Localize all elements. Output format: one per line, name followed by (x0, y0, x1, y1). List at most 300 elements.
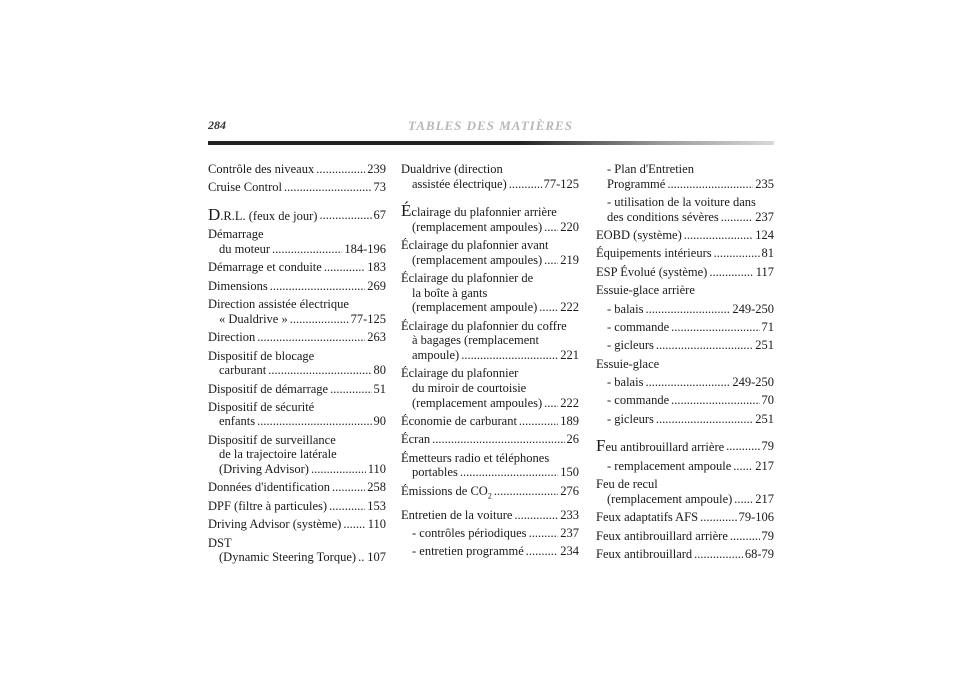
page-ref: 90 (373, 414, 386, 429)
entry-label: carburant (219, 363, 267, 378)
page-ref: 235 (755, 176, 774, 191)
leader-dots (311, 462, 366, 477)
entry-label: - commande (607, 393, 670, 408)
leader-dots (329, 499, 365, 514)
index-entry-line (208, 382, 386, 397)
leader-dots (730, 529, 760, 544)
entry-text (401, 484, 492, 504)
page-ref: 239 (367, 162, 386, 176)
entry-text (208, 162, 314, 177)
entry-label: - commande (607, 319, 670, 334)
entry-label: (remplacement ampoules) (412, 252, 543, 267)
page-ref: 73 (373, 180, 386, 195)
entry-text (596, 246, 712, 261)
page-ref: 110 (367, 462, 386, 477)
index-entry-line (596, 283, 774, 298)
leader-dots (514, 508, 558, 523)
leader-dots (257, 414, 371, 429)
entry-text (412, 253, 542, 268)
page-ref: 222 (560, 395, 579, 410)
leader-dots (461, 348, 558, 363)
page-ref: 249-250 (732, 375, 774, 390)
page-ref: 249-250 (732, 301, 774, 316)
section-letter: F (596, 436, 606, 456)
entry-label: Direction (208, 330, 256, 345)
index-entry (401, 432, 579, 447)
index-entry (596, 375, 774, 390)
entry-text (607, 177, 665, 192)
page-ref: 220 (560, 219, 579, 234)
index-column-3 (596, 162, 774, 565)
entry-text (208, 517, 341, 532)
entry-text (596, 228, 682, 243)
page-ref: 79 (761, 528, 774, 543)
index-entry (596, 195, 774, 224)
index-entry-line (401, 348, 579, 363)
leader-dots (671, 320, 759, 335)
leader-dots (509, 177, 542, 192)
leader-dots (358, 550, 365, 565)
index-entry-line (401, 286, 579, 301)
index-entry (208, 536, 386, 565)
entry-text (607, 162, 694, 177)
page-header (208, 118, 774, 140)
leader-dots (316, 162, 365, 177)
index-entry-line (401, 508, 579, 523)
entry-text (208, 349, 314, 364)
page-ref: 67 (373, 207, 386, 222)
entry-text (401, 238, 549, 253)
entry-label: (remplacement ampoules) (412, 219, 543, 234)
entry-label: Écran (401, 432, 431, 447)
index-entry-line (208, 480, 386, 495)
entry-label: - utilisation de la voiture dans (607, 194, 756, 209)
leader-dots (544, 220, 558, 235)
section-title: TABLES DES MATIÈRES (408, 118, 573, 133)
index-entry-line (596, 228, 774, 243)
index-entry (401, 414, 579, 429)
index-entry (208, 433, 386, 477)
entry-text (208, 204, 318, 224)
entry-label: eu antibrouillard arrière (605, 440, 725, 455)
leader-dots (332, 480, 365, 495)
index-entry-line (401, 220, 579, 235)
index-entry-line (208, 499, 386, 514)
page-ref: 237 (560, 525, 579, 540)
index-entry (401, 201, 579, 234)
index-entry (401, 366, 579, 410)
page-ref: 117 (755, 264, 774, 279)
index-entry-line (401, 465, 579, 480)
entry-label: Éclairage du plafonnier (401, 366, 519, 381)
leader-dots (272, 242, 342, 257)
index-entry-line (401, 238, 579, 253)
index-entry (208, 260, 386, 275)
leader-dots (645, 375, 730, 390)
entry-label: Entretien de la voiture (401, 507, 513, 522)
index-entry-line (208, 227, 386, 242)
index-entry-line (208, 180, 386, 195)
entry-label: Économie de carburant (401, 413, 517, 428)
page-ref: 237 (755, 209, 774, 224)
index-entry (208, 162, 386, 177)
entry-label: Éclairage du plafonnier du coffre (401, 318, 567, 333)
entry-label: à bagages (remplacement (412, 333, 540, 348)
entry-text (401, 201, 557, 221)
index-entry-line (401, 381, 579, 396)
index-entry-line (596, 510, 774, 525)
leader-dots (714, 246, 760, 261)
entry-label: la boîte à gants (412, 285, 488, 300)
entry-label: clairage du plafonnier arrière (411, 205, 557, 220)
index-entry-line (596, 177, 774, 192)
index-entry (596, 265, 774, 280)
leader-dots (330, 382, 371, 397)
page-ref: 217 (755, 458, 774, 473)
entry-label: Équipements intérieurs (596, 246, 712, 261)
leader-dots (319, 208, 371, 224)
index-entry-line (401, 396, 579, 411)
page-ref: 80 (373, 363, 386, 378)
entry-text (219, 462, 309, 477)
entry-label: Émissions de CO (401, 483, 488, 498)
entry-label: Dispositif de démarrage (208, 381, 329, 396)
entry-text (607, 210, 719, 225)
entry-text (219, 550, 356, 565)
index-entry-line (401, 201, 579, 221)
page-ref: 217 (755, 491, 774, 506)
entry-text (208, 330, 255, 345)
page-ref: 68-79 (744, 547, 774, 562)
entry-text (607, 302, 643, 317)
entry-text (596, 265, 707, 280)
index-entry (208, 227, 386, 256)
index-entry-line (596, 338, 774, 353)
index-entry-line (208, 242, 386, 257)
page-ref: 110 (367, 517, 386, 532)
page-ref: 183 (367, 260, 386, 275)
leader-dots (726, 439, 759, 455)
entry-text (208, 279, 268, 294)
index-entry-line (208, 536, 386, 551)
entry-label: - contrôles périodiques (412, 525, 527, 540)
page-ref: 184-196 (344, 241, 386, 256)
entry-text (208, 180, 282, 195)
index-entry-line (208, 414, 386, 429)
index-entry (596, 338, 774, 353)
entry-text (219, 414, 255, 429)
index-entry (596, 529, 774, 544)
entry-label: EOBD (système) (596, 227, 682, 242)
entry-text (607, 320, 669, 335)
entry-text (401, 366, 518, 381)
page-ref: 221 (560, 347, 579, 362)
index-entry-line (596, 436, 774, 456)
entry-label: - balais (607, 301, 644, 316)
index-entry-line (401, 271, 579, 286)
page-ref: 269 (367, 278, 386, 293)
entry-label: Programmé (607, 176, 666, 191)
index-entry-line (596, 393, 774, 408)
page-ref: 107 (367, 550, 386, 565)
entry-label: Dispositif de blocage (208, 348, 315, 363)
entry-text (596, 283, 695, 298)
leader-dots (539, 300, 558, 315)
index-entry-line (596, 246, 774, 261)
index-entry-line (208, 204, 386, 224)
entry-text (219, 363, 266, 378)
entry-text (401, 508, 512, 523)
entry-text (412, 333, 539, 348)
entry-text (596, 357, 659, 372)
page-ref: 234 (560, 544, 579, 559)
index-entry-line (401, 484, 579, 504)
leader-dots (645, 302, 730, 317)
index-entry-line (208, 312, 386, 327)
page-ref: 251 (755, 411, 774, 426)
page-ref: 51 (373, 381, 386, 396)
leader-dots (529, 526, 559, 541)
index-entry (596, 283, 774, 298)
index-entry-line (401, 319, 579, 334)
entry-text (208, 260, 322, 275)
entry-label: Éclairage du plafonnier avant (401, 238, 549, 253)
entry-text (401, 271, 533, 286)
index-entry (401, 484, 579, 504)
index-entry (208, 330, 386, 345)
entry-text (208, 499, 327, 514)
page-ref: 233 (560, 507, 579, 522)
index-entry-line (596, 375, 774, 390)
index-entry-line (401, 544, 579, 559)
index-entry (401, 319, 579, 363)
index-entry-line (208, 330, 386, 345)
leader-dots (494, 484, 558, 504)
index-entry-line (596, 162, 774, 177)
entry-text (412, 286, 487, 301)
entry-text (219, 242, 270, 257)
leader-dots (684, 228, 754, 243)
entry-text (401, 414, 517, 429)
page-ref: 150 (560, 465, 579, 480)
index-entry (596, 510, 774, 525)
leader-dots (694, 547, 743, 562)
index-entry-line (596, 302, 774, 317)
entry-text (412, 177, 507, 192)
page-ref: 219 (560, 252, 579, 267)
index-entry-line (208, 279, 386, 294)
index-entry (208, 349, 386, 378)
index-entry-line (208, 550, 386, 565)
entry-label: portables (412, 465, 458, 480)
index-entry-line (596, 195, 774, 210)
entry-label: Éclairage du plafonnier de (401, 271, 534, 286)
leader-dots (268, 363, 371, 378)
page-ref: 263 (367, 330, 386, 345)
entry-text (401, 319, 567, 334)
page-ref: 276 (560, 483, 579, 498)
index-entry-line (401, 177, 579, 192)
page-ref: 124 (755, 227, 774, 242)
entry-label: DST (208, 535, 232, 550)
index-entry (596, 477, 774, 506)
entry-text (607, 338, 654, 353)
entry-text (596, 529, 728, 544)
leader-dots (519, 414, 558, 429)
index-entry-line (596, 210, 774, 225)
index-entry (401, 271, 579, 315)
index-column-2 (401, 162, 579, 563)
entry-label: Direction assistée électrique (208, 297, 349, 312)
entry-label: (Driving Advisor) (219, 462, 309, 477)
entry-text (596, 547, 692, 562)
entry-label: - gicleurs (607, 411, 654, 426)
index-entry (208, 180, 386, 195)
entry-text (219, 312, 288, 327)
entry-text (412, 381, 526, 396)
entry-text (412, 396, 542, 411)
index-entry-line (401, 451, 579, 466)
page-ref: 71 (761, 319, 774, 334)
page-ref: 251 (755, 338, 774, 353)
entry-text (401, 162, 503, 177)
entry-text (412, 220, 542, 235)
index-entry-line (401, 414, 579, 429)
page-number: 284 (208, 118, 226, 132)
index-entry (596, 393, 774, 408)
entry-label: des conditions sévères (607, 209, 719, 224)
entry-label: Données d'identification (208, 480, 331, 495)
entry-text (607, 195, 756, 210)
entry-label: Dimensions (208, 278, 268, 293)
index-entry-line (208, 447, 386, 462)
index-entry (596, 246, 774, 261)
leader-dots (734, 492, 753, 507)
entry-text (219, 447, 337, 462)
index-entry (401, 544, 579, 559)
entry-label: (Dynamic Steering Torque) (219, 550, 357, 565)
entry-label: Feu de recul (596, 477, 658, 492)
leader-dots (671, 393, 759, 408)
index-entry-line (596, 357, 774, 372)
entry-label: Démarrage (208, 227, 264, 242)
index-entry (596, 436, 774, 456)
entry-label: - remplacement ampoule (607, 458, 732, 473)
entry-label: « Dualdrive » (219, 311, 288, 326)
index-entry (596, 547, 774, 562)
entry-label: (remplacement ampoules) (412, 395, 543, 410)
entry-label: de la trajectoire latérale (219, 447, 337, 462)
leader-dots (656, 338, 753, 353)
leader-dots (343, 517, 365, 532)
entry-text (412, 465, 458, 480)
leader-dots (544, 396, 558, 411)
index-entry-line (208, 260, 386, 275)
leader-dots (721, 210, 753, 225)
entry-text (412, 526, 527, 541)
entry-label: Dispositif de surveillance (208, 432, 336, 447)
index-entry (401, 526, 579, 541)
leader-dots (656, 412, 753, 427)
page-ref: 77-125 (350, 311, 386, 326)
leader-dots (432, 432, 564, 447)
index-entry (596, 302, 774, 317)
entry-text (412, 544, 524, 559)
entry-text (596, 436, 725, 456)
page-ref: 258 (367, 480, 386, 495)
page-ref: 70 (761, 393, 774, 408)
entry-label: Feux antibrouillard (596, 547, 693, 562)
entry-text (596, 510, 698, 525)
index-entry (208, 480, 386, 495)
entry-text (607, 375, 643, 390)
index-entry-line (401, 253, 579, 268)
index-entry (208, 499, 386, 514)
entry-text (208, 227, 264, 242)
leader-dots (667, 177, 753, 192)
index-entry-line (208, 297, 386, 312)
index-entry (208, 297, 386, 326)
entry-label: assistée électrique) (412, 176, 507, 191)
index-entry-line (401, 300, 579, 315)
index-entry-line (596, 412, 774, 427)
page-ref: 79 (761, 439, 774, 454)
leader-dots (324, 260, 365, 275)
entry-label: Contrôle des niveaux (208, 162, 315, 176)
entry-text (208, 480, 330, 495)
entry-label: Feux adaptatifs AFS (596, 510, 699, 525)
entry-label: Émetteurs radio et téléphones (401, 450, 550, 465)
leader-dots (257, 330, 365, 345)
leader-dots (284, 180, 372, 195)
entry-text (412, 348, 459, 363)
index-entry (596, 357, 774, 372)
index-entry-line (596, 459, 774, 474)
index-entry (208, 279, 386, 294)
header-rule (208, 141, 774, 145)
entry-text (607, 492, 732, 507)
entry-label: du moteur (219, 241, 271, 256)
page-ref: 26 (566, 432, 579, 447)
index-entry-line (596, 529, 774, 544)
index-entry (208, 517, 386, 532)
index-entry (401, 451, 579, 480)
entry-label: - gicleurs (607, 338, 654, 353)
entry-text (607, 459, 731, 474)
page-ref: 79-106 (738, 510, 774, 525)
index-entry-line (401, 366, 579, 381)
subscript: 2 (487, 491, 492, 501)
entry-label: - balais (607, 375, 644, 390)
leader-dots (709, 265, 753, 280)
index-entry-line (208, 400, 386, 415)
index-entry-line (208, 349, 386, 364)
entry-text (596, 477, 658, 492)
entry-text (208, 536, 232, 551)
entry-label: - entretien programmé (412, 544, 524, 559)
leader-dots (733, 459, 753, 474)
index-entry-line (208, 517, 386, 532)
entry-label: ampoule) (412, 347, 460, 362)
page-ref: 153 (367, 498, 386, 513)
index-entry-line (208, 433, 386, 448)
leader-dots (460, 465, 558, 480)
entry-label: enfants (219, 414, 256, 429)
index-column-1 (208, 162, 386, 569)
index-entry (596, 162, 774, 191)
entry-text (208, 382, 328, 397)
entry-text (412, 300, 537, 315)
